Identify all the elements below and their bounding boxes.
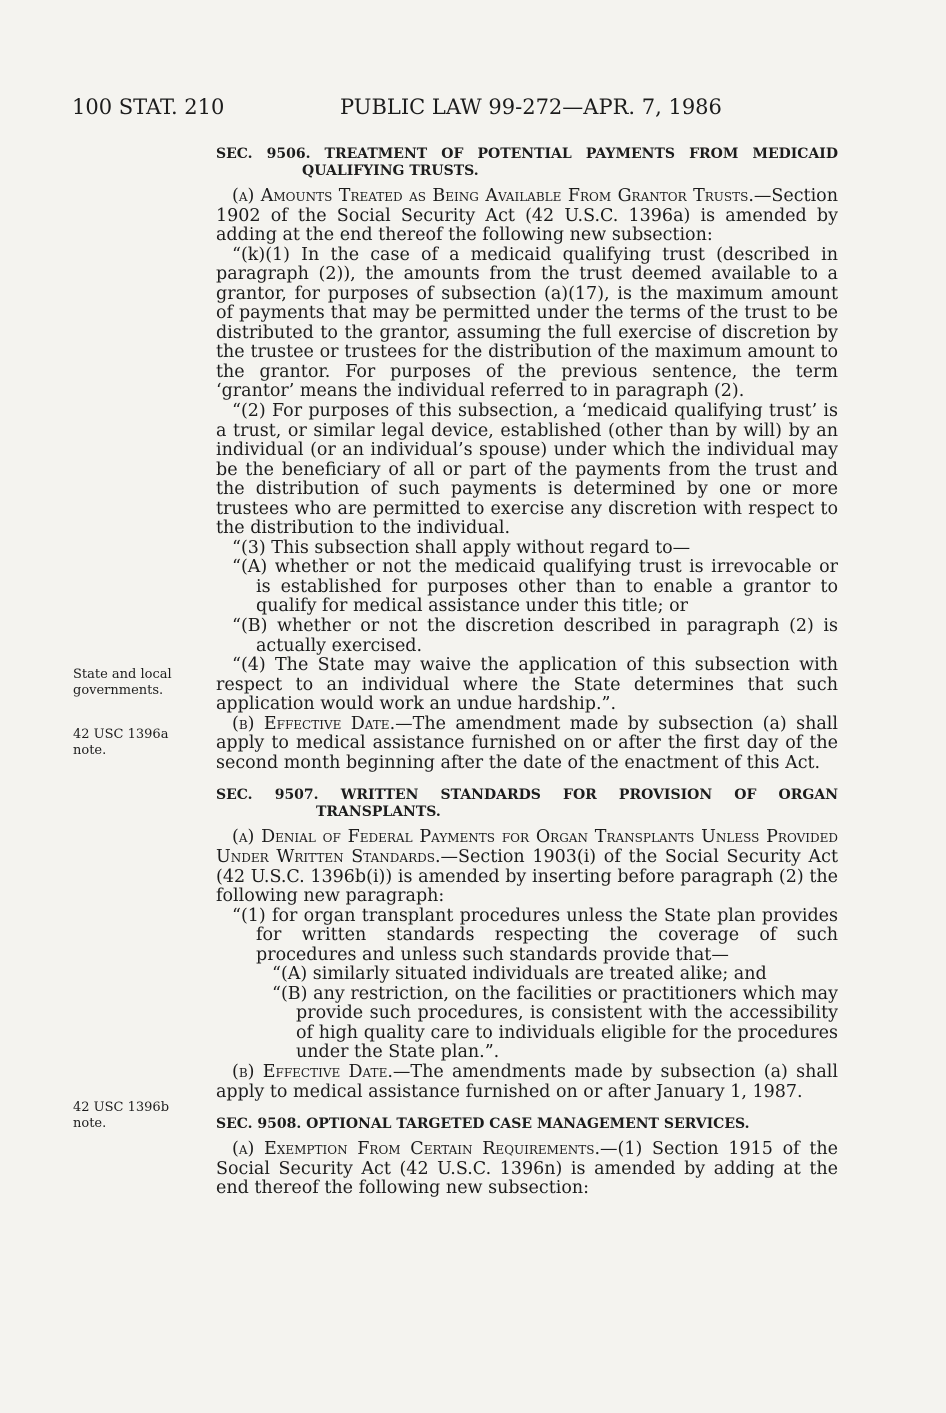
section-9507-heading: SEC. 9507. WRITTEN STANDARDS FOR PROVISION OF ORGAN TRANSPLANTS. (216, 787, 838, 821)
section-9508-a (216, 1140, 838, 1199)
section-9508-heading: SEC. 9508. OPTIONAL TARGETED CASE MANAGEMENT SERVICES. (216, 1116, 750, 1133)
paragraph-1: “(1) for organ transplant procedures unless the State plan provides for written standards respecting the coverage of such procedures and unless such standards provide that— (232, 905, 838, 965)
section-9507-a-text: —Section 1903(i) of the Social Security Act (42 U.S.C. 1396b(i)) is amended by inserting before paragraph (2) the following new paragraph: (216, 846, 838, 907)
margin-note-1396b: 42 USC 1396b note. (73, 1100, 170, 1131)
margin-note-state-local: State and local governments. (73, 667, 172, 698)
subsection-k2: “(2) For purposes of this subsection, a ‘medicaid qualifying trust’ is a trust, or similar legal device, established (other than by will) by an individual (or an individual’s spouse) under which the individual may be the beneficiary of all or part of the payments from the trust and the distribution of such payments is determined by one or more trustees who are permitted to exercise any discretion with respect to the distribution to the individual. (216, 401, 838, 539)
paragraph-1-b: “(B) any restriction, on the facilities or practitioners which may provide such procedures, is consistent with the accessibility of high quality care to individuals eligible for the procedures under the State plan.”. (272, 983, 838, 1063)
subsection-k3-b: “(B) whether or not the discretion described in paragraph (2) is actually exercised. (232, 616, 838, 656)
section-9507-a-heading: (a) Denial of Federal Payments for Organ Transplants Unless Provided Under Written Standards. (216, 827, 838, 867)
section-9506-b-text: —The amendment made by subsection (a) shall apply to medical assistance furnished on or after the first day of the second month beginning after the date of the enactment of this Act. (216, 713, 838, 773)
margin-note-1396a: 42 USC 1396a note. (73, 727, 169, 758)
section-9507-a (216, 828, 838, 906)
section-9507-b-heading: (b) Effective Date. (232, 1061, 393, 1082)
page-reference: 100 STAT. 210 (72, 95, 225, 119)
subsection-k3-a: “(A) whether or not the medicaid qualifying trust is irrevocable or is established for purposes other than to enable a grantor to qualify for medical assistance under this title; or (232, 557, 838, 617)
section-9506-a-heading: (a) Amounts Treated as Being Available From Grantor Trusts. (232, 186, 754, 206)
section-9508-a-text: —(1) Section 1915 of the Social Security Act (42 U.S.C. 1396n) is amended by adding at the end thereof the following new subsection: (216, 1139, 838, 1199)
subsection-k3: “(3) This subsection shall apply without regard to— (232, 537, 691, 558)
section-9506-heading: SEC. 9506. TREATMENT OF POTENTIAL PAYMENTS FROM MEDICAID QUALIFYING TRUSTS. (216, 146, 838, 179)
paragraph-1-a: “(A) similarly situated individuals are treated alike; and (272, 964, 767, 985)
subsection-k4: “(4) The State may waive the application of this subsection with respect to an individual where the State determines that such application would work an undue hardship.”. (216, 655, 838, 715)
section-9506-a (216, 187, 838, 246)
subsection-k1: “(k)(1) In the case of a medicaid qualifying trust (described in paragraph (2)), the amounts from the trust deemed available to a grantor, for purposes of subsection (a)(17), is the maximum amount of payments that may be permitted under the terms of the trust to be distributed to the grantor, assuming the full exercise of discretion by the trustee or trustees for the distribution of the maximum amount to the grantor. For purposes of the previous sentence, the term ‘grantor’ means the individual referred to in paragraph (2). (216, 244, 838, 402)
section-9506-b-heading: (b) Effective Date. (232, 713, 396, 734)
section-9506-b (216, 715, 838, 774)
section-9506-a-text: —Section 1902 of the Social Security Act (42 U.S.C. 1396a) is amended by adding at the end thereof the following new subsection: (216, 186, 838, 246)
body-text (216, 146, 838, 1199)
section-9507-b (216, 1063, 838, 1102)
section-9508-a-heading: (a) Exemption From Certain Requirements. (232, 1139, 601, 1160)
running-title: PUBLIC LAW 99-272—APR. 7, 1986 (340, 95, 722, 119)
section-9507-b-text: —The amendments made by subsection (a) shall apply to medical assistance furnished on or after January 1, 1987. (216, 1061, 838, 1102)
